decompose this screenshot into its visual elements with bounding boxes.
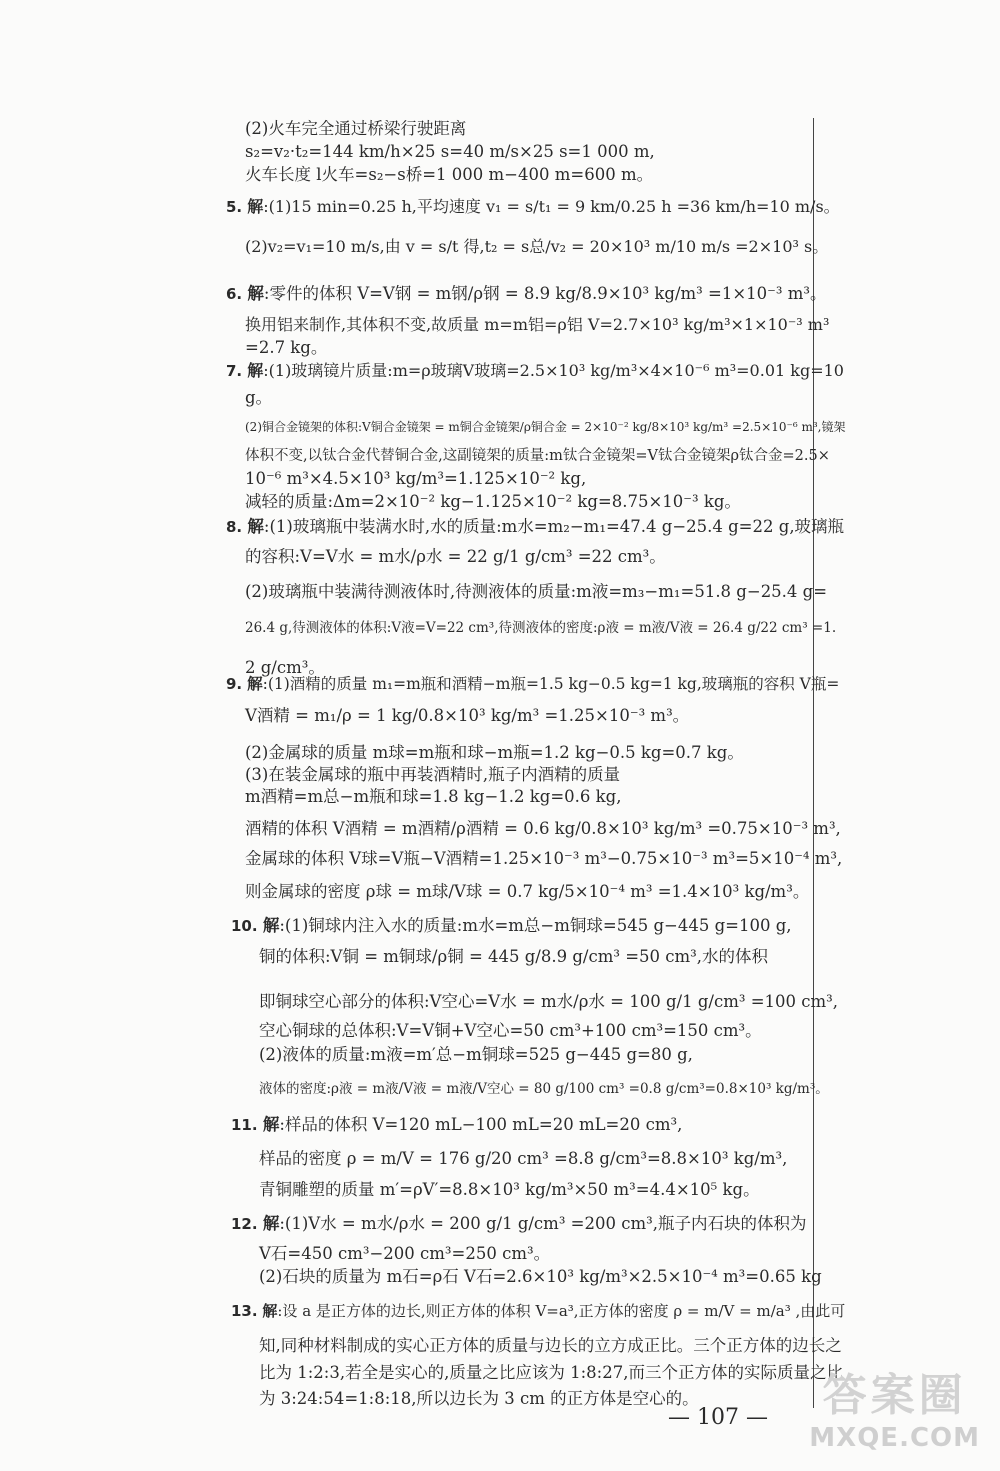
watermark-logo (809, 1359, 980, 1453)
answer-line (259, 1266, 822, 1288)
line-text: s₂=v₂·t₂=144 km/h×25 s=40 m/s×25 s=1 000 m, (245, 142, 655, 161)
answer-line (245, 617, 836, 639)
line-text: :(1)V水 = m水/ρ水 = 200 g/1 g/cm³ =200 cm³,瓶子内石块的体积为 (279, 1214, 807, 1233)
problem-12-line (231, 1213, 807, 1235)
answer-line (245, 491, 741, 513)
answer-line (245, 164, 653, 186)
solution-marker: 解 (247, 361, 264, 380)
line-text: g。 (245, 388, 273, 407)
problem-9-line (226, 673, 839, 695)
answer-line (245, 416, 845, 438)
line-text: :(1)酒精的质量 m₁=m瓶和酒精−m瓶=1.5 kg−0.5 kg=1 kg,玻璃瓶的容积 V瓶= (262, 675, 840, 693)
solution-marker: 解 (247, 197, 264, 216)
answer-line (245, 848, 842, 870)
line-text: 样品的密度 ρ = m/V = 176 g/20 cm³ =8.8 g/cm³=8.8×10³ kg/m³, (259, 1149, 788, 1168)
solution-marker: 解 (247, 517, 264, 536)
line-text: :(1)铜球内注入水的质量:m水=m总−m铜球=545 g−445 g=100 g, (279, 916, 792, 935)
line-text: (2)液体的质量:m液=m′总−m铜球=525 g−445 g=80 g, (259, 1045, 693, 1064)
answer-line (245, 118, 466, 140)
answer-line (245, 581, 827, 603)
line-text: 金属球的体积 V球=V瓶−V酒精=1.25×10⁻³ m³−0.75×10⁻³ m³=5×10⁻⁴ m³, (245, 849, 843, 868)
line-text: :(1)玻璃镜片质量:m=ρ玻璃V玻璃=2.5×10³ kg/m³×4×10⁻⁶ m³=0.01 kg=10 (263, 361, 844, 380)
problem-number: 6. (226, 285, 243, 303)
line-text: 则金属球的密度 ρ球 = m球/V球 = 0.7 kg/5×10⁻⁴ m³ =1.4×10³ kg/m³。 (245, 882, 810, 901)
line-text: (2)玻璃瓶中装满待测液体时,待测液体的质量:m液=m₃−m₁=51.8 g−25.4 g= (245, 582, 828, 601)
line-text: (2)金属球的质量 m球=m瓶和球−m瓶=1.2 kg−0.5 kg=0.7 kg。 (245, 743, 744, 762)
line-text: 知,同种材料制成的实心正方体的质量与边长的立方成正比。三个正方体的边长之 (259, 1336, 842, 1355)
solution-marker: 解 (262, 1214, 280, 1233)
answer-line (245, 764, 620, 786)
answer-line (259, 1362, 843, 1384)
solution-marker: 解 (262, 916, 280, 935)
answer-line (245, 468, 586, 490)
line-text: 液体的密度:ρ液 = m液/V液 = m液/V空心 = 80 g/100 cm³ =0.8 g/cm³=0.8×10³ kg/m³。 (259, 1081, 829, 1097)
line-text: 10⁻⁶ m³×4.5×10³ kg/m³=1.125×10⁻² kg, (245, 469, 587, 488)
line-text: 即铜球空心部分的体积:V空心=V水 = m水/ρ水 = 100 g/1 g/cm³ =100 cm³, (259, 992, 839, 1011)
line-text: 的容积:V=V水 = m水/ρ水 = 22 g/1 g/cm³ =22 cm³。 (245, 547, 666, 566)
problem-number: 13. (231, 1302, 258, 1320)
answer-line (245, 742, 744, 764)
line-text: 为 3:24:54=1:8:18,所以边长为 3 cm 的正方体是空心的。 (259, 1389, 699, 1408)
answer-line (259, 1044, 693, 1066)
line-text: 空心铜球的总体积:V=V铜+V空心=50 cm³+100 cm³=150 cm³。 (259, 1021, 762, 1040)
line-text: (2)v₂=v₁=10 m/s,由 v = s/t 得,t₂ = s总/v₂ = 20×10³ m/10 m/s =2×10³ s。 (245, 237, 829, 256)
problem-number: 10. (231, 917, 258, 935)
line-text: 26.4 g,待测液体的体积:V液=V=22 cm³,待测液体的密度:ρ液 = m液/V液 = 26.4 g/22 cm³ =1. (245, 620, 837, 636)
answer-line (245, 314, 829, 336)
line-text: m酒精=m总−m瓶和球=1.8 kg−1.2 kg=0.6 kg, (245, 787, 622, 806)
line-text: 2 g/cm³。 (245, 658, 325, 677)
problem-6-line (226, 283, 827, 305)
answer-line (245, 881, 809, 903)
answer-line (259, 1179, 760, 1201)
line-text: :(1)玻璃瓶中装满水时,水的质量:m水=m₂−m₁=47.4 g−25.4 g=22 g,玻璃瓶 (263, 517, 845, 536)
problem-11-line (231, 1114, 682, 1136)
line-text: =2.7 kg。 (245, 338, 328, 357)
problem-number: 5. (226, 198, 243, 216)
watermark-logo-text: 答案圈 (822, 1370, 967, 1421)
solution-marker: 解 (262, 1115, 280, 1134)
answer-line (259, 1388, 699, 1410)
line-text: V石=450 cm³−200 cm³=250 cm³。 (259, 1244, 551, 1263)
answer-line (245, 236, 828, 258)
answer-line (245, 705, 689, 727)
answer-line (259, 1078, 829, 1100)
answer-line (245, 818, 841, 840)
problem-5-line (226, 196, 840, 218)
solution-marker: 解 (262, 1302, 278, 1320)
problem-8-line (226, 516, 844, 538)
line-text: (2)火车完全通过桥梁行驶距离 (245, 119, 467, 138)
problem-number: 11. (231, 1116, 258, 1134)
answer-line (245, 786, 621, 808)
line-text: 比为 1:2:3,若全是实心的,质量之比应该为 1:8:27,而三个正方体的实际质量之比 (259, 1363, 843, 1382)
line-text: 换用铝来制作,其体积不变,故质量 m=m铝=ρ铝 V=2.7×10³ kg/m³×1×10⁻³ m³ (245, 315, 830, 334)
answer-line (245, 337, 327, 359)
line-text: :零件的体积 V=V钢 = m钢/ρ钢 = 8.9 kg/8.9×10³ kg/m³ =1×10⁻³ m³。 (263, 284, 827, 303)
answer-line (259, 1020, 762, 1042)
line-text: (2)铜合金镜架的体积:V铜合金镜架 = m铜合金镜架/ρ铜合金 = 2×10⁻² kg/8×10³ kg/m³ =2.5×10⁻⁶ m³,镜架 (245, 420, 846, 434)
line-text: :(1)15 min=0.25 h,平均速度 v₁ = s/t₁ = 9 km/0.25 h =36 km/h=10 m/s。 (263, 197, 840, 216)
answer-line (259, 946, 768, 968)
line-text: :设 a 是正方体的边长,则正方体的体积 V=a³,正方体的密度 ρ = m/V = m/a³ ,由此可 (277, 1302, 846, 1320)
answer-line (245, 546, 666, 568)
problem-number: 8. (226, 518, 243, 536)
line-text: V酒精 = m₁/ρ = 1 kg/0.8×10³ kg/m³ =1.25×10⁻³ m³。 (245, 706, 690, 725)
line-text: 减轻的质量:Δm=2×10⁻² kg−1.125×10⁻² kg=8.75×10⁻³ kg。 (245, 492, 741, 511)
line-text: :样品的体积 V=120 mL−100 mL=20 mL=20 cm³, (279, 1115, 683, 1134)
page-number: — 107 — (668, 1405, 768, 1430)
problem-number: 9. (226, 675, 243, 693)
answer-line (259, 1335, 842, 1357)
margin-rule (813, 118, 814, 1408)
answer-line (259, 1148, 787, 1170)
line-text: 铜的体积:V铜 = m铜球/ρ铜 = 445 g/8.9 g/cm³ =50 cm³,水的体积 (259, 947, 769, 966)
answer-line (245, 141, 655, 163)
answer-line (259, 991, 838, 1013)
watermark-site-text: MXQE.COM (809, 1423, 980, 1453)
answer-line (245, 445, 830, 467)
line-text: (2)石块的质量为 m石=ρ石 V石=2.6×10³ kg/m³×2.5×10⁻⁴ m³=0.65 kg (259, 1267, 822, 1286)
line-text: 青铜雕塑的质量 m′=ρV′=8.8×10³ kg/m³×50 m³=4.4×10⁵ kg。 (259, 1180, 760, 1199)
line-text: 酒精的体积 V酒精 = m酒精/ρ酒精 = 0.6 kg/0.8×10³ kg/m³ =0.75×10⁻³ m³, (245, 819, 841, 838)
line-text: 体积不变,以钛合金代替铜合金,这副镜架的质量:m钛合金镜架=V钛合金镜架ρ钛合金=2.5× (245, 448, 830, 464)
problem-10-line (231, 915, 792, 937)
problem-number: 7. (226, 362, 243, 380)
solution-marker: 解 (247, 284, 264, 303)
solution-marker: 解 (247, 675, 263, 693)
line-text: 火车长度 l火车=s₂−s桥=1 000 m−400 m=600 m。 (245, 165, 654, 184)
problem-13-line (231, 1300, 845, 1322)
problem-7-line (226, 360, 844, 382)
answer-line (259, 1243, 550, 1265)
answer-line (245, 387, 272, 409)
problem-number: 12. (231, 1215, 258, 1233)
line-text: (3)在装金属球的瓶中再装酒精时,瓶子内酒精的质量 (245, 765, 621, 784)
